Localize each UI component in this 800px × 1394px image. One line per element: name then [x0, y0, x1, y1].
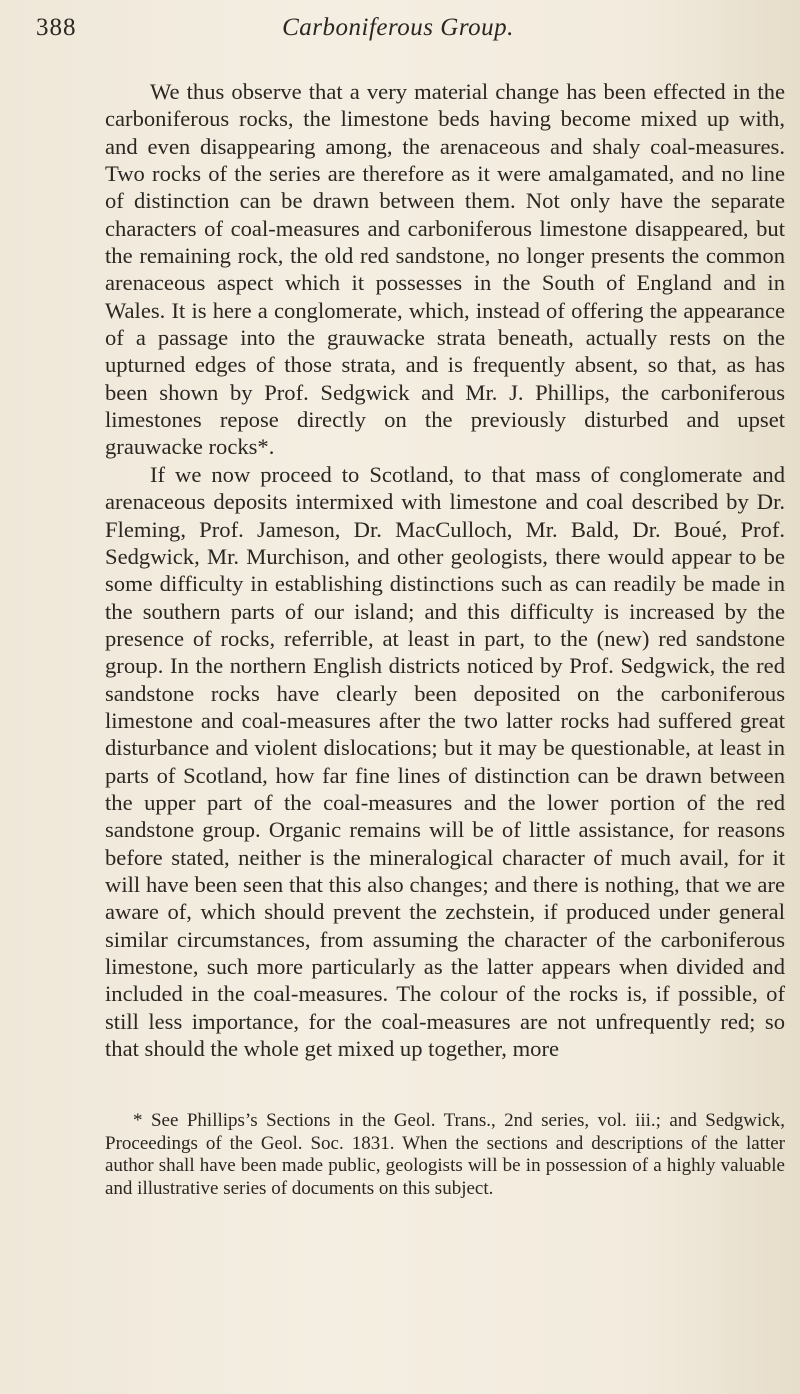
paragraph: If we now proceed to Scotland, to that mass of conglomerate and arenaceous deposits intermixed with limestone and coal described by Dr. Fleming, Prof. Jameson, Dr. MacCulloch, Mr. Bald, Dr. Boué, Prof. Sedgwick, Mr. Murchison, and other geologists, there would appear to be some difficulty in establishing distinctions such as can readily be made in the southern parts of our island; and this difficulty is increased by the presence of rocks, referrible, at least in part, to the (new) red sandstone group. In the northern English districts noticed by Prof. Sedgwick, the red sandstone rocks have clearly been deposited on the carboniferous limestone and coal-measures after the two latter rocks had suffered great disturbance and violent dislocations; but it may be questionable, at least in parts of Scotland, how far fine lines of distinction can be drawn between the upper part of the coal-measures and the lower portion of the red sandstone group. Organic remains will be of little assistance, for reasons before stated, neither is the mineralogical character of much avail, for it will have been seen that this also changes; and there is nothing, that we are aware of, which should prevent the zechstein, if produced under general similar circumstances, from assuming the character of the carboniferous limestone, such more particularly as the latter appears when divided and included in the coal-measures. The colour of the rocks is, if possible, of still less importance, for the coal-measures are not unfrequently red; so that should the whole get mixed up together, more	[105, 461, 785, 1062]
footnote: * See Phillips’s Sections in the Geol. Trans., 2nd series, vol. iii.; and Sedgwick, Proceedings of the Geol. Soc. 1831. When the sections and descriptions of the latter author shall have been made public, geologists will be in possession of a highly valuable and illustrative series of documents on this subject.	[105, 1110, 785, 1199]
page-number: 388	[36, 14, 77, 41]
paragraph: We thus observe that a very material change has been effected in the carboniferous rocks, the limestone beds having become mixed up with, and even disappearing among, the arenaceous and shaly coal-measures. Two rocks of the series are therefore as it were amalgamated, and no line of distinction can be drawn between them. Not only have the separate characters of coal-measures and carboniferous limestone disappeared, but the remaining rock, the old red sandstone, no longer presents the common arenaceous aspect which it possesses in the South of England and in Wales. It is here a conglomerate, which, instead of offering the appearance of a passage into the grauwacke strata beneath, actually rests on the upturned edges of those strata, and is frequently absent, so that, as has been shown by Prof. Sedgwick and Mr. J. Phillips, the carboniferous limestones repose directly on the previously disturbed and upset grauwacke rocks*.	[105, 79, 785, 460]
running-title: Carboniferous Group.	[282, 14, 514, 41]
running-head	[36, 8, 760, 52]
body-text	[105, 78, 785, 1062]
